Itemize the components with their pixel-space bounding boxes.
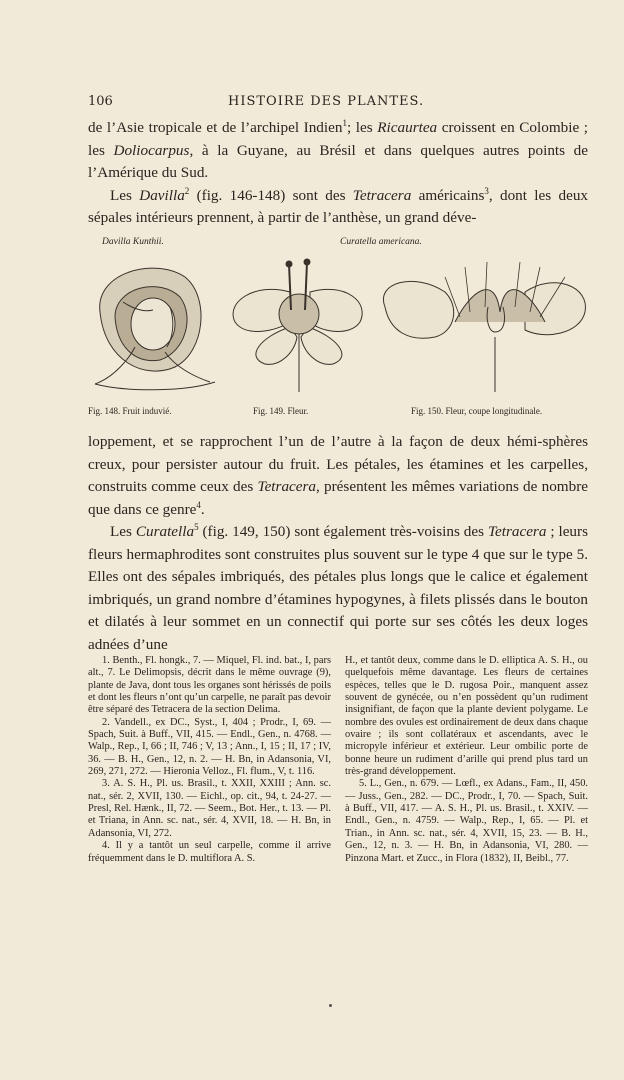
caption-fig-149: Fig. 149. Fleur. [253,406,309,416]
caption-fig-148: Fig. 148. Fruit induvié. [88,406,172,416]
footnote: 2. Vandell., ex DC., Syst., I, 404 ; Prodr., I, 69. — Spach, Suit. à Buff., VII, 415. — Endl., Gen., n. 4768. — Walp., Rep., I, 66 ; II, 746 ; V, 13 ; Ann., I, 15 ; II, 17 ; IV, 36. — B. H., Gen., 12, n. 2. — H. Bn, in Adansonia, VI, 269, 271, 272. — Hieronia Velloz., Fl. flum., V, t. 116. [88,716,331,778]
footnote: H., et tantôt deux, comme dans le D. elliptica A. S. H., ou quelquefois même davantage. Les fleurs de certaines espèces, telles que le D. rugosa Poir., manquent assez souvent de gynécée, ou n’en possèdent qu’un rudiment insignifiant, de façon que la plante devient polygame. Le nombre des ovules est ordinairement de deux dans chaque ovaire ; ils sont collatéraux et ascendants, avec le micropyle inférieur et extérieur. Leur ombilic porte de bonne heure un rudiment d’arille qui prend plus tard un très-grand développement. [345,655,588,778]
footnotes-right-column [345,655,588,865]
figure-illustrations [75,252,595,402]
paragraph: loppement, et se rapprochent l’un de l’autre à la façon de deux hémi-sphères creux, pour persister autour du fruit. Les pétales, les étamines et les carpelles, construits comme ceux des Tetracera, présentent les mêmes variations de nombre que dans ce genre$^4$. [88,433,588,518]
footnote: 4. Il y a tantôt un seul carpelle, comme il arrive fréquemment dans le D. multiflora A. S. [88,840,331,864]
page-dot [329,1004,332,1007]
running-title: HISTOIRE DES PLANTES. [228,94,425,109]
body-text-top [88,117,588,230]
footnote: 3. A. S. H., Pl. us. Brasil., t. XXII, XXIII ; Ann. sc. nat., sér. 2, XVII, 130. — Eichl., op. cit., 94, t. 24-27. — Presl, Rel. Hænk., II, 72. — Seem., Bot. Her., t. 13. — Pl. et Triana, in Ann. sc. nat., sér. 4, XVII, 18. — H. Bn, in Adansonia, VI, 272. [88,778,331,839]
footnote: 1. Benth., Fl. hongk., 7. — Miquel, Fl. ind. bat., I, pars alt., 7. Le Delimopsis, décrit dans le même ouvrage (9), plante de Java, dont tous les organes sont hérissés de poils et dont les fleurs n’ont qu’un carpelle, ne paraît pas devoir être séparé des Tetracera de la section Delima. [88,655,331,716]
fig-149-flower [233,259,362,392]
footnote: 5. L., Gen., n. 679. — Lœfl., ex Adans., Fam., II, 450. — Juss., Gen., 282. — DC., Prodr., I, 70. — Spach, Suit. à Buff., VII, 417. — A. S. H., Pl. us. Brasil., t. XXIV. — Endl., Gen., n. 4759. — Walp., Rep., I, 65. — Pl. et Trian., in Ann. sc. nat., sér. 4, XVII, 15, 23. — B. H., Gen., 12, n. 3. — H. Bn, in Adansonia, VI, 280. — Pinzona Mart. et Zucc., in Flora (1832), II, Beibl., 77. [345,778,588,864]
footnotes-left-column [88,655,331,865]
page-number: 106 [88,94,113,109]
caption-curatella: Curatella americana. [340,237,422,247]
caption-fig-150: Fig. 150. Fleur, coupe longitudinale. [411,406,543,416]
figure-species-captions [88,237,588,251]
paragraph: de l’Asie tropicale et de l’archipel Indien$^1$; les Ricaurtea croissent en Colombie ; les Doliocarpus, à la Guyane, au Brésil et dans quelques autres points de l’Amérique du Sud. [88,117,589,181]
figure-captions [88,406,588,420]
footnotes [88,655,588,945]
caption-davilla: Davilla Kunthii. [102,237,164,247]
fig-150-section [383,262,585,392]
paragraph: Les Curatella$^5$ (fig. 149, 150) sont également très-voisins des Tetracera ; leurs fleurs hermaphrodites sont construites plus souvent sur le type 4 que sur le type 5. Elles ont des sépales imbriqués, des pétales plus longs que le calice et également imbriqués, un grand nombre d’étamines hypogynes, à filets plissés dans le bouton et dilatés à leur sommet en un connectif qui porte sur ses côtés les deux loges adnées d’une [88,521,588,653]
body-text-bottom [88,431,588,656]
page-header [88,94,588,112]
paragraph: Les Davilla$^2$ (fig. 146-148) sont des Tetracera américains$^3$, dont les deux sépales intérieurs prennent, à partir de l’anthèse, un grand déve- [88,185,589,226]
fig-148-fruit [95,268,215,390]
